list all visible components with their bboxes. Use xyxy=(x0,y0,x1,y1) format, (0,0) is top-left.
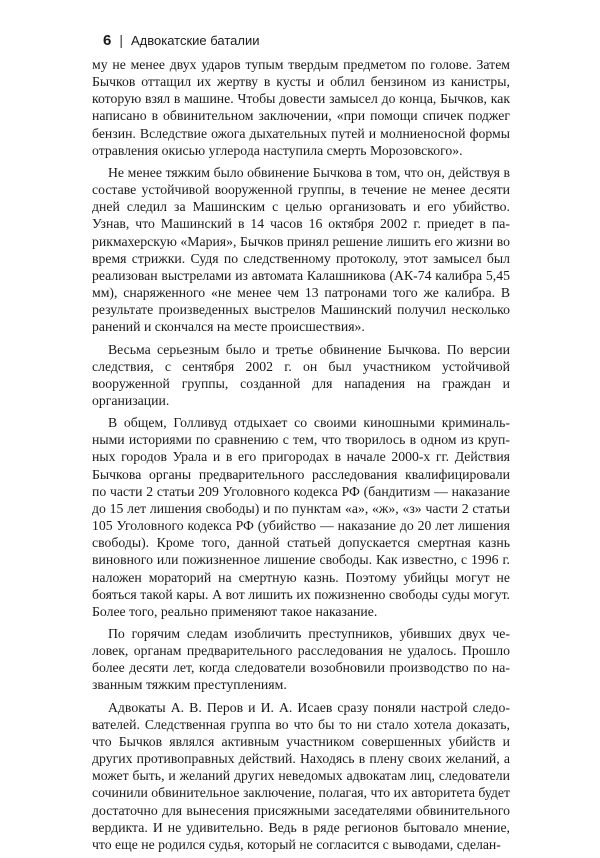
page-number: 6 xyxy=(103,31,112,49)
paragraph: В общем, Голливуд отдыхает со своими киношными криминальными историями по сравнению с тем, что творилось в одном из крупных городов Урала и в его пригородах в начале 2000-х гг. Действия Бычкова органы предварительного расследования квалифицировали по части 2 статьи 209 Уголовного кодекса РФ (бандитизм — наказание до 15 лет лишения свободы) и по пунктам «а», «ж», «з» части 2 статьи 105 Уголовного кодекса РФ (убийство — наказание до 20 лет лишения свободы). Кроме того, данной статьей допускается смертная казнь виновного или пожизненное лишение свободы. Как известно, с 1996 г. наложен мораторий на смертную казнь. Поэтому убийцы могут не бояться такой кары. А вот лишить их пожизненно свободы суды могут. Более того, реально применяют такое наказание. xyxy=(92,415,510,619)
paragraph: Не менее тяжким было обвинение Бычкова в том, что он, действуя в составе устойчивой вооруженной группы, в течение не менее десяти дней следил за Машинским с целью организовать и его убийство. Узнав, что Машинский в 14 часов 16 октября 2002 г. приедет в парикмахерскую «Мария», Бычков принял решение лишить его жизни во время стрижки. Судя по следственному протоколу, этот замысел был реализован выстрелами из автомата Калашникова (АК-74 калибра 5,45 мм), снаряженного «не менее чем 13 патронами того же калибра. В результате произведенных выстрелов Машинский получил несколько ранений и скончался на месте происшествия». xyxy=(92,164,510,335)
running-title: Адвокатские баталии xyxy=(130,32,260,48)
header-separator: | xyxy=(119,32,123,48)
paragraph: По горячим следам изобличить преступников, убивших двух человек, органам предварительного расследования не удалось. Прошло более десяти лет, когда следователи возобновили производство по названным тяжким преступлениям. xyxy=(92,626,510,693)
body-text xyxy=(92,56,510,858)
paragraph-continued: му не менее двух ударов тупым твердым предметом по голове. Затем Бычков оттащил их жертву в кусты и облил бензином из канистры, которую взял в машине. Чтобы довести замысел до конца, Бычков, как написано в обвинительном заключении, «при помощи спичек поджег бензин. Вследствие ожога дыхательных путей и молниеносной формы отравления окисью углерода наступила смерть Морозовского». xyxy=(92,57,510,158)
paragraph: Весьма серьезным было и третье обвинение Бычкова. По версии следствия, с сентября 2002 г. он был участником устойчивой вооруженной группы, созданной для нападения на граждан и организации. xyxy=(92,341,510,408)
paragraph: Адвокаты А. В. Перов и И. А. Исаев сразу поняли настрой следователей. Следственная группа во что бы то ни стало хотела доказать, что Бычков являлся активным участником совершенных убийств и других противоправных действий. Находясь в плену своих желаний, а может быть, и желаний других неведомых адвокатам лиц, следователи сочинили обвинительное заключение, полагая, что их авторитета будет достаточно для вынесения присяжными заседателями обвинительного вердикта. И не удивительно. Ведь в ряде регионов бытовало мнение, что еще не родился судья, который не согласится с выводами, сделан- xyxy=(92,699,510,852)
running-header xyxy=(103,28,523,52)
